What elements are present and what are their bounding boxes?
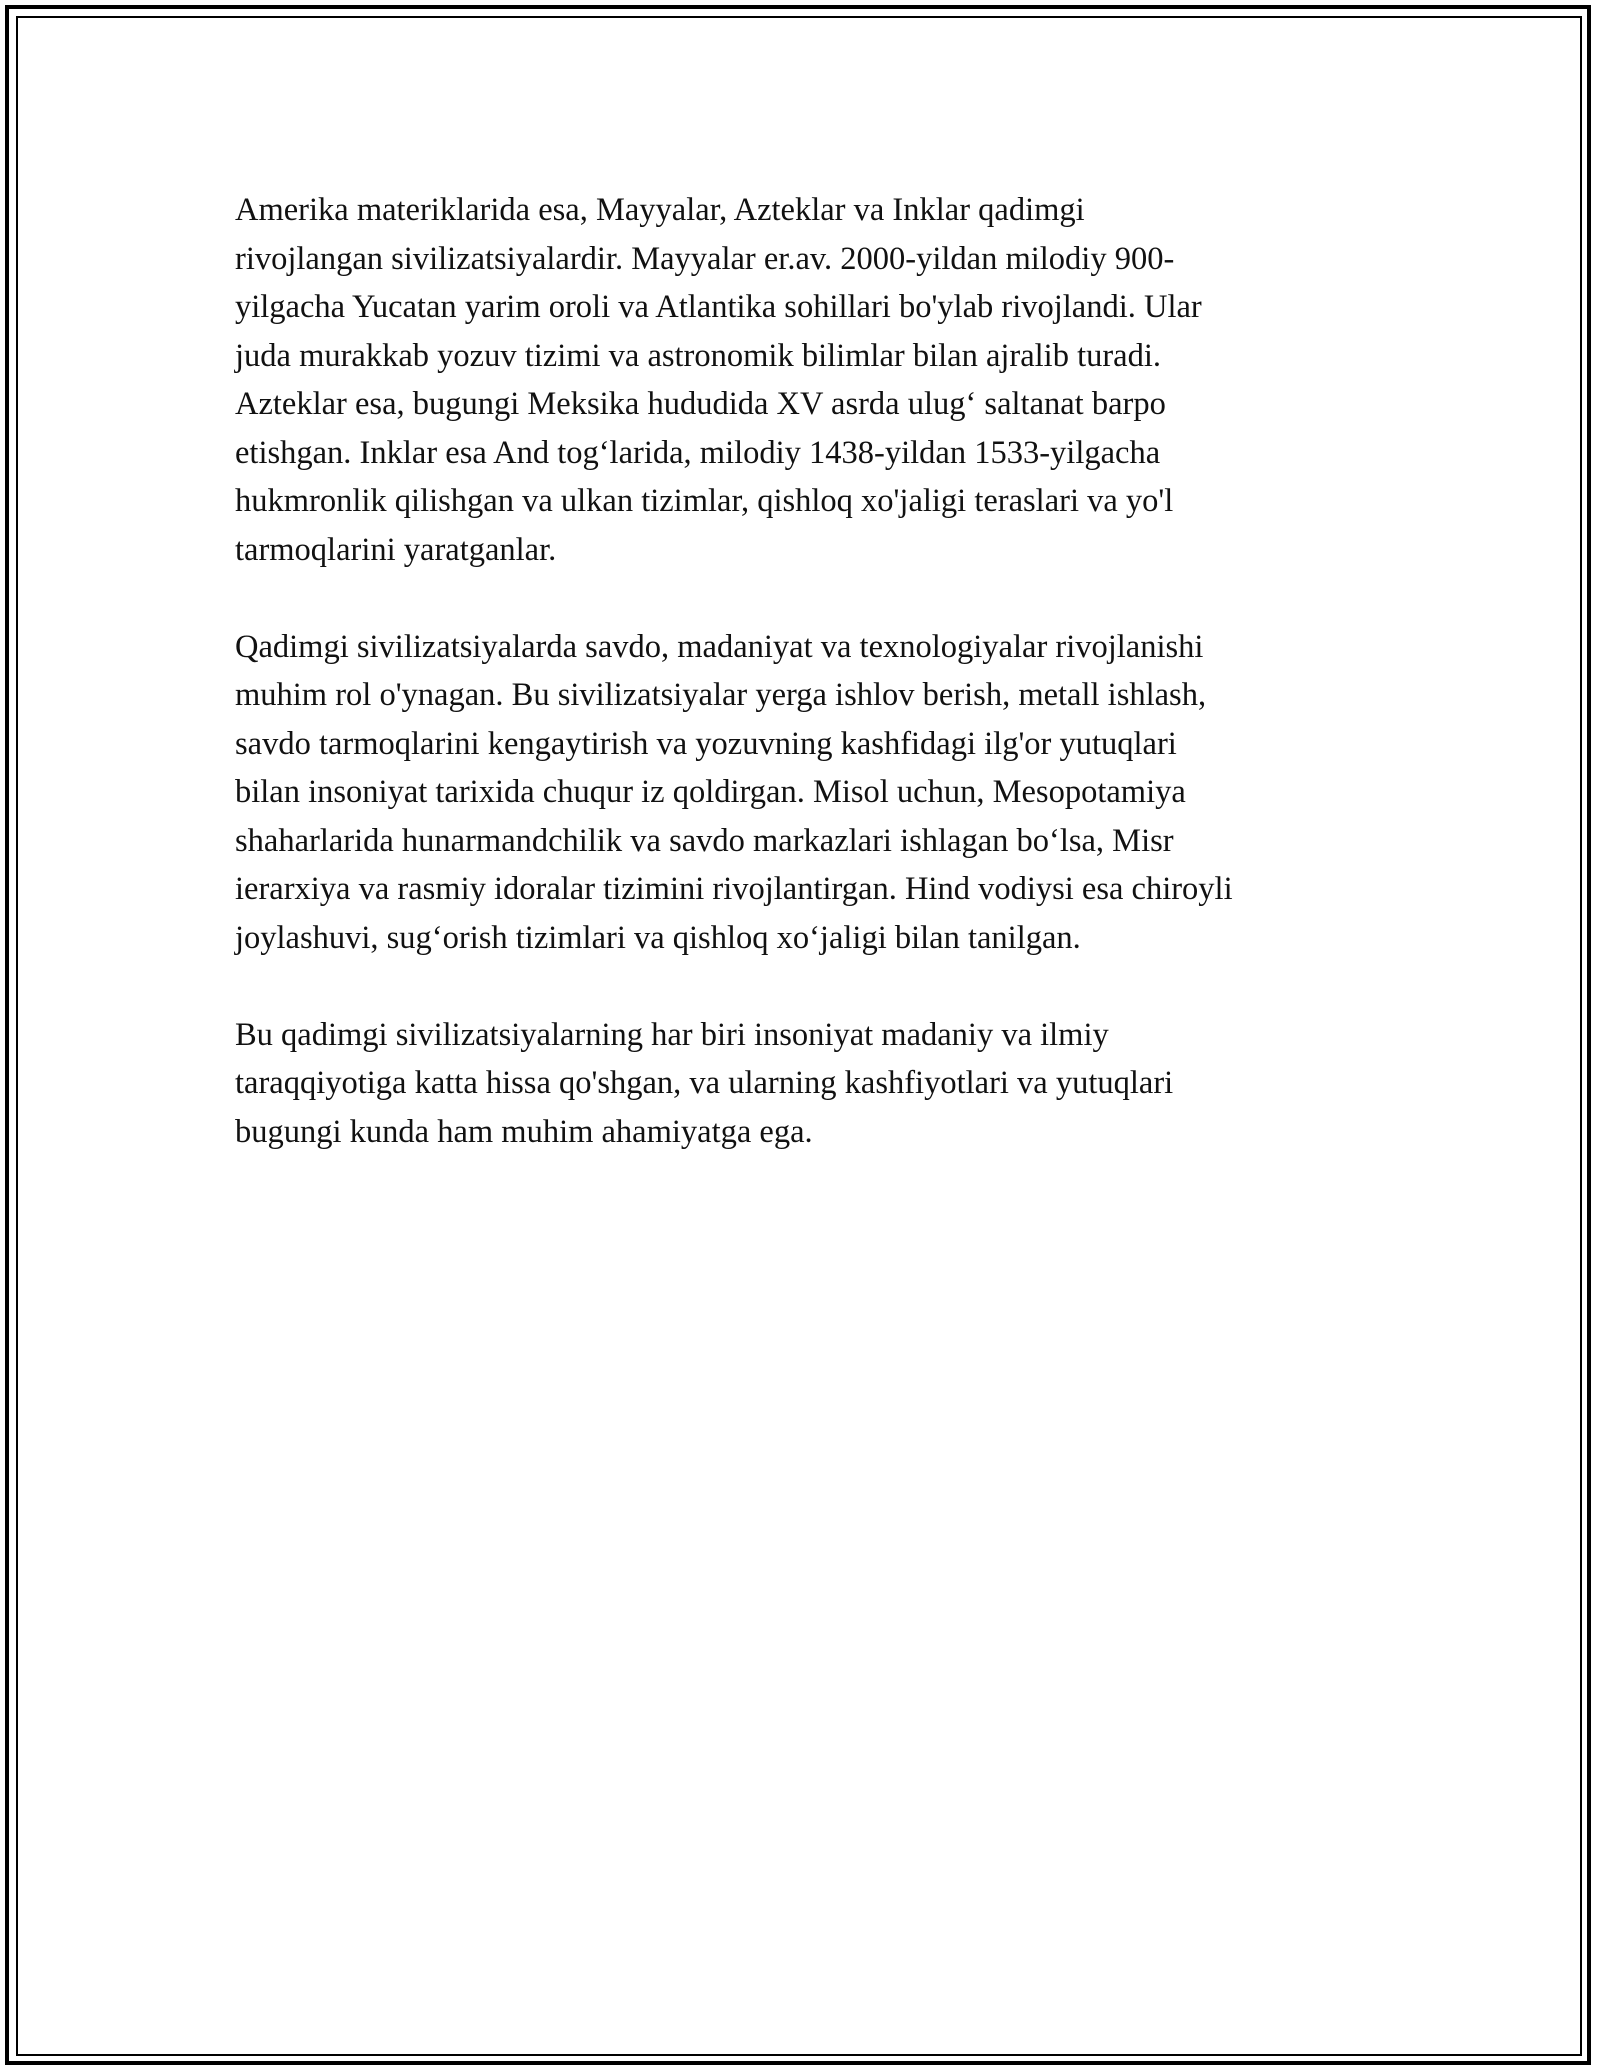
paragraph-conclusion: Bu qadimgi sivilizatsiyalarning har biri insoniyat madaniy va ilmiy taraqqiyotiga katta hissa qo'shgan, va ularning kashfiyotlari va yutuqlari bugungi kunda ham muhim ahamiyatga ega. bbox=[235, 1016, 1174, 1150]
paragraph-trade-culture: Qadimgi sivilizatsiyalarda savdo, madaniyat va texnologiyalar rivojlanishi muhim rol o'ynagan. Bu sivilizatsiyalar yerga ishlov berish, metall ishlash, savdo tarmoqlarini kengaytirish va yozuvning kashfidagi ilg'or yutuqlari bilan insoniyat tarixida chuqur iz qoldirgan. Misol uchun, Mesopotamiya shaharlarida hunarmandchilik va savdo markazlari ishlagan bo‘lsa, Misr ierarxiya va rasmiy idoralar tizimini rivojlantirgan. Hind vodiysi esa chiroyli joylashuvi, sug‘orish tizimlari va qishloq xo‘jaligi bilan tanilgan. bbox=[235, 628, 1233, 956]
document-body bbox=[235, 186, 1395, 1205]
paragraph-americas: Amerika materiklarida esa, Mayyalar, Azteklar va Inklar qadimgi rivojlangan sivilizatsiyalardir. Mayyalar er.av. 2000-yildan milodiy 900- yilgacha Yucatan yarim oroli va Atlantika sohillari bo'ylab rivojlandi. Ular juda murakkab yozuv tizimi va astronomik bilimlar bilan ajralib turadi. Azteklar esa, bugungi Meksika hududida XV asrda ulug‘ saltanat barpo etishgan. Inklar esa And tog‘larida, milodiy 1438-yildan 1533-yilgacha hukmronlik qilishgan va ulkan tizimlar, qishloq xo'jaligi teraslari va yo'l tarmoqlarini yaratganlar. bbox=[235, 192, 1202, 568]
